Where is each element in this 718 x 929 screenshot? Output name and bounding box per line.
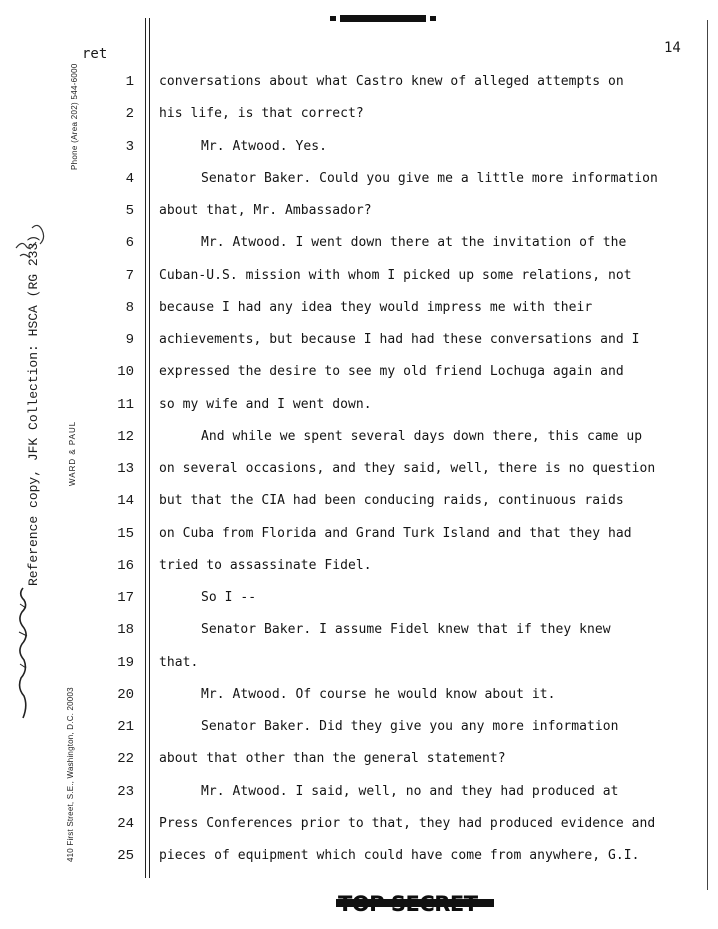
transcript-line: [0, 655, 718, 679]
line-number: 24: [117, 815, 134, 832]
transcript-line: [0, 364, 718, 388]
page-number: 14: [664, 40, 681, 56]
line-text: Senator Baker. I assume Fidel knew that if they knew: [201, 622, 611, 638]
line-text: And while we spent several days down there, this came up: [201, 428, 643, 444]
transcript-line: [0, 558, 718, 582]
transcript-line: [0, 235, 718, 259]
line-text: Mr. Atwood. Of course he would know about it.: [201, 686, 556, 702]
transcript-line: [0, 74, 718, 98]
line-text: because I had any idea they would impress me with their: [159, 299, 593, 315]
line-number: 9: [125, 332, 134, 348]
transcript-line: [0, 719, 718, 743]
transcript-line: [0, 268, 718, 292]
transcript-line: [0, 300, 718, 324]
firm-phone: Phone (Area 202) 544-6000: [70, 63, 79, 170]
line-number: 25: [117, 848, 134, 864]
classification-fragment: ret: [82, 46, 108, 62]
firm-name: WARD & PAUL: [68, 420, 77, 486]
transcript-line: [0, 397, 718, 421]
line-text: so my wife and I went down.: [159, 396, 372, 412]
line-number: 7: [125, 267, 134, 284]
line-number: 8: [125, 299, 134, 316]
transcript-line: [0, 687, 718, 711]
line-text: achievements, but because I had had these conversations and I: [159, 332, 640, 347]
line-number: 15: [117, 525, 134, 542]
line-number: 20: [117, 686, 134, 703]
line-number: 14: [117, 493, 134, 510]
line-text: on several occasions, and they said, well, there is no question: [159, 461, 656, 476]
transcript-line: [0, 493, 718, 517]
line-text: on Cuba from Florida and Grand Turk Island and that they had: [159, 525, 632, 541]
transcript-line: [0, 139, 718, 163]
transcript-line: [0, 171, 718, 195]
line-number: 12: [117, 428, 134, 445]
firm-address: 410 First Street, S.E., Washington, D.C. 20003: [66, 687, 75, 862]
line-number: 13: [117, 461, 134, 477]
transcript-line: [0, 590, 718, 614]
line-text: expressed the desire to see my old friend Lochuga again and: [159, 364, 624, 380]
line-number: 11: [117, 396, 134, 413]
line-number: 1: [125, 74, 134, 90]
line-text: So I --: [201, 590, 257, 605]
line-number: 4: [125, 170, 134, 187]
line-number: 3: [125, 138, 134, 155]
line-text: pieces of equipment which could have come from anywhere, G.I.: [159, 848, 640, 863]
line-number: 18: [117, 622, 134, 639]
line-text: Press Conferences prior to that, they had produced evidence and: [159, 815, 656, 831]
transcript-line: [0, 526, 718, 550]
line-number: 21: [117, 719, 134, 735]
line-number: 17: [117, 590, 134, 606]
transcript-line: [0, 784, 718, 808]
line-text: but that the CIA had been conducing raids, continuous raids: [159, 493, 624, 509]
transcript-line: [0, 203, 718, 227]
transcript-line: [0, 848, 718, 872]
line-text: about that other than the general statement?: [159, 751, 506, 767]
line-text: Senator Baker. Could you give me a little more information: [201, 170, 658, 186]
transcript-line: [0, 751, 718, 775]
line-number: 6: [125, 235, 134, 252]
line-number: 23: [117, 783, 134, 800]
stamp-redaction: [336, 899, 494, 907]
redaction-bar-top: [340, 15, 426, 22]
line-number: 10: [117, 364, 134, 381]
line-number: 22: [117, 751, 134, 768]
line-text: Mr. Atwood. I went down there at the invitation of the: [201, 235, 627, 251]
line-text: conversations about what Castro knew of alleged attempts on: [159, 74, 624, 89]
transcript-line: [0, 461, 718, 485]
line-text: Mr. Atwood. Yes.: [201, 138, 328, 154]
line-text: Cuban-U.S. mission with whom I picked up some relations, not: [159, 267, 632, 283]
line-number: 16: [117, 557, 134, 574]
line-text: about that, Mr. Ambassador?: [159, 203, 372, 218]
transcript-line: [0, 622, 718, 646]
line-text: Senator Baker. Did they give you any more information: [201, 719, 619, 734]
line-text: that.: [159, 654, 199, 670]
line-number: 19: [117, 654, 134, 671]
line-text: his life, is that correct?: [159, 106, 364, 122]
transcript-line: [0, 816, 718, 840]
transcript-line: [0, 429, 718, 453]
line-text: Mr. Atwood. I said, well, no and they had produced at: [201, 783, 619, 799]
line-number: 2: [125, 106, 134, 123]
line-text: tried to assassinate Fidel.: [159, 557, 372, 573]
transcript-line: [0, 106, 718, 130]
collection-stamp: Reference copy, JFK Collection: HSCA (RG 233): [26, 234, 41, 586]
line-number: 5: [125, 203, 134, 219]
transcript-line: [0, 332, 718, 356]
